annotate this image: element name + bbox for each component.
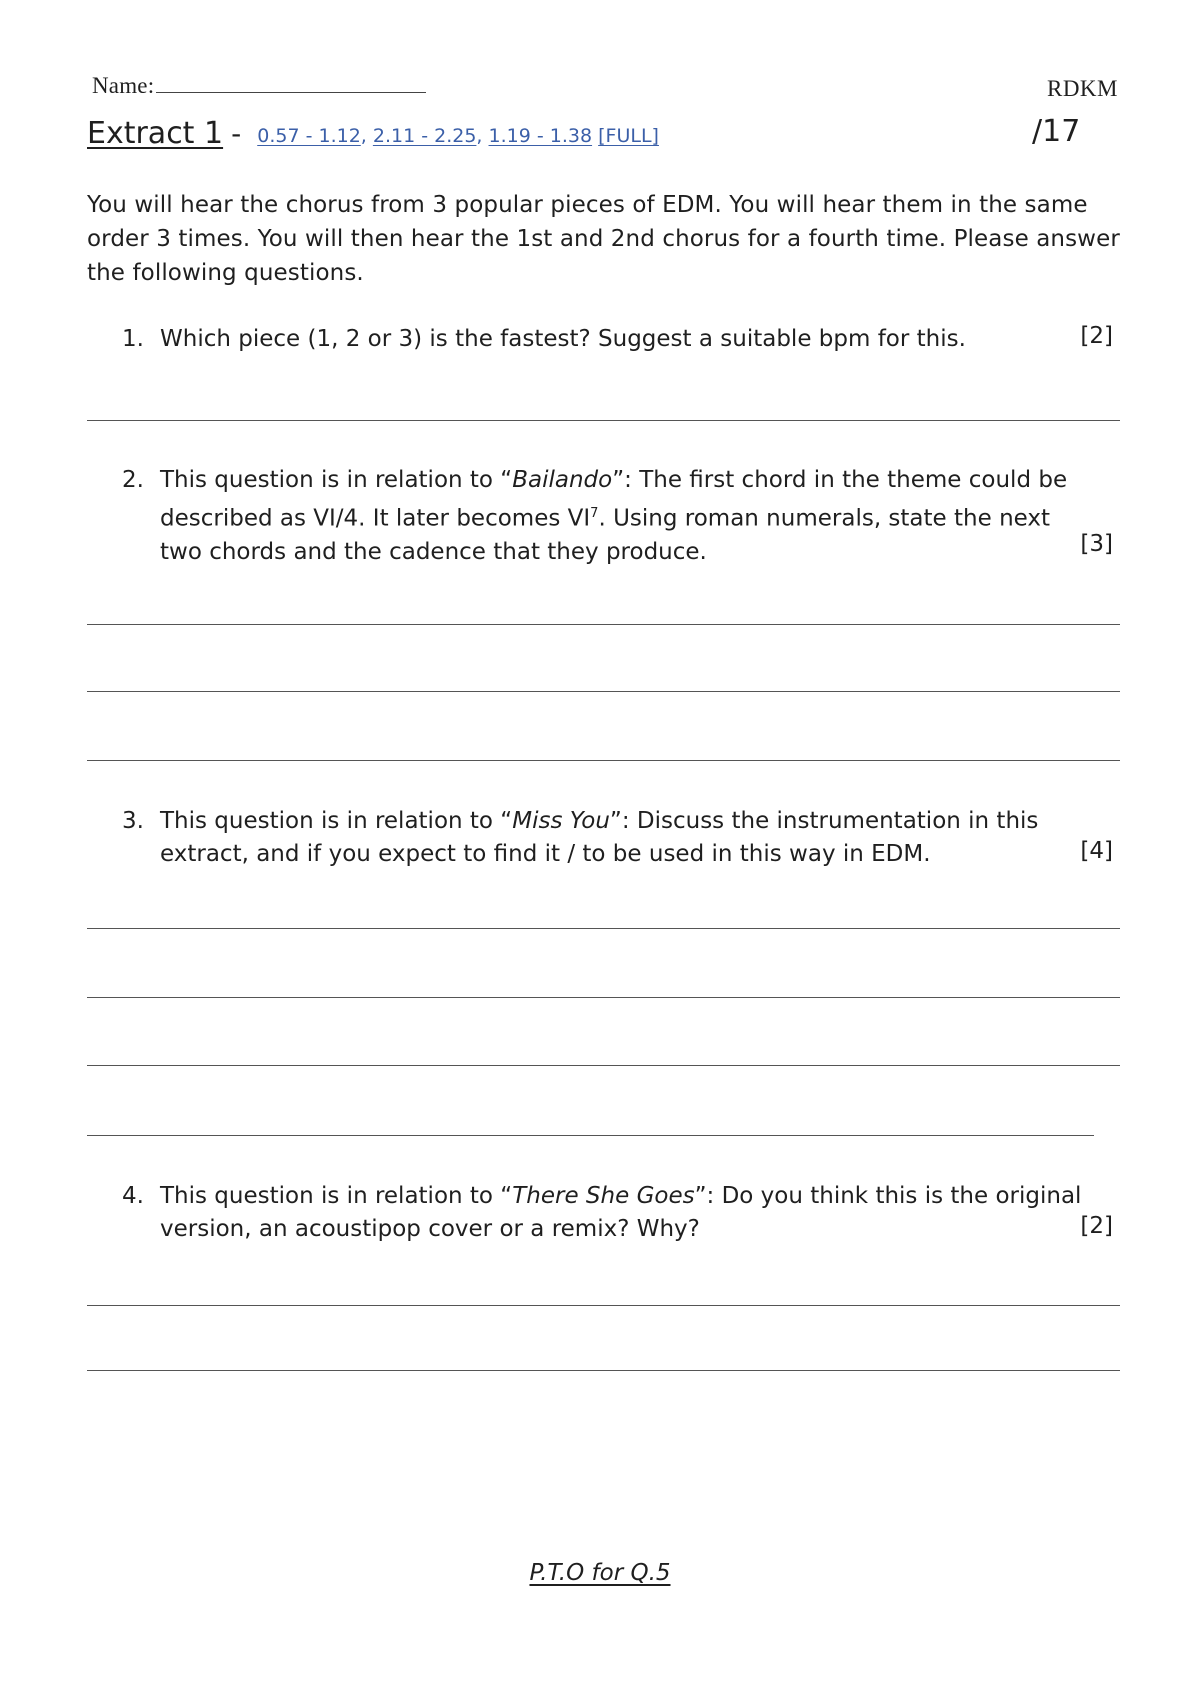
answer-line[interactable] (87, 1065, 1120, 1066)
answer-line[interactable] (87, 997, 1120, 998)
answer-line[interactable] (87, 760, 1120, 761)
name-label: Name: (92, 73, 155, 98)
question-number: 1. (122, 326, 144, 352)
superscript-seven: 7 (590, 506, 599, 521)
instructions-paragraph: You will hear the chorus from 3 popular pieces of EDM. You will hear them in the same order 3 times. You will then hear the 1st and 2nd chorus for a fourth time. Please answer the following questions. (87, 192, 1120, 286)
question-2-marks: [3] (1080, 531, 1113, 557)
answer-line[interactable] (87, 420, 1120, 421)
answer-line[interactable] (87, 928, 1120, 929)
question-text-part: ”: Discuss the instrumentation in this extract, and if you expect to find it / to be used in this way in EDM. (160, 808, 1039, 867)
question-text (160, 1180, 1090, 1246)
total-marks: /17 (1032, 114, 1081, 149)
song-title: There She Goes (512, 1183, 695, 1209)
timestamp-link-1[interactable]: 0.57 - 1.12 (257, 125, 361, 147)
answer-line[interactable] (87, 1305, 1120, 1306)
question-number: 4. (122, 1183, 144, 1209)
question-number: 2. (122, 467, 144, 493)
question-4-marks: [2] (1080, 1213, 1113, 1239)
answer-line[interactable] (87, 1370, 1120, 1371)
question-text (160, 805, 1090, 871)
name-blank-line[interactable] (156, 72, 426, 93)
please-turn-over-note: P.T.O for Q.5 (529, 1560, 671, 1586)
song-title: Bailando (512, 467, 613, 493)
question-text-part: . Using roman numerals, state the next two chords and the cadence that they produce. (160, 505, 1051, 565)
question-text-part: This question is in relation to “ (160, 808, 513, 834)
answer-line[interactable] (87, 624, 1120, 625)
question-3-marks: [4] (1080, 838, 1113, 864)
answer-line[interactable] (87, 1135, 1094, 1136)
timestamp-link-2[interactable]: 2.11 - 2.25 (372, 125, 477, 147)
question-text-part: ”: The first chord in the theme could be described as VI/4. It later becomes VI (160, 467, 1068, 532)
extract-heading (87, 116, 659, 151)
question-text-part: ”: Do you think this is the original version, an acoustipop cover or a remix? Why? (160, 1183, 1082, 1242)
full-extract-link[interactable]: [FULL] (598, 125, 659, 147)
timestamp-links: 0.57 - 1.12, 2.11 - 2.25, 1.19 - 1.38 [FULL] (257, 125, 659, 147)
name-field[interactable] (92, 72, 426, 99)
question-text (160, 464, 1090, 569)
answer-line[interactable] (87, 691, 1120, 692)
question-text-part: This question is in relation to “ (160, 467, 513, 493)
question-1-marks: [2] (1080, 323, 1113, 349)
timestamp-link-3[interactable]: 1.19 - 1.38 (488, 125, 593, 147)
question-text: Which piece (1, 2 or 3) is the fastest? Suggest a suitable bpm for this. (160, 326, 966, 352)
song-title: Miss You (512, 808, 610, 834)
question-text-part: This question is in relation to “ (160, 1183, 513, 1209)
question-number: 3. (122, 808, 144, 834)
extract-title: Extract 1 (87, 116, 224, 151)
teacher-initials: RDKM (1046, 76, 1118, 101)
extract-separator: - (231, 117, 242, 150)
